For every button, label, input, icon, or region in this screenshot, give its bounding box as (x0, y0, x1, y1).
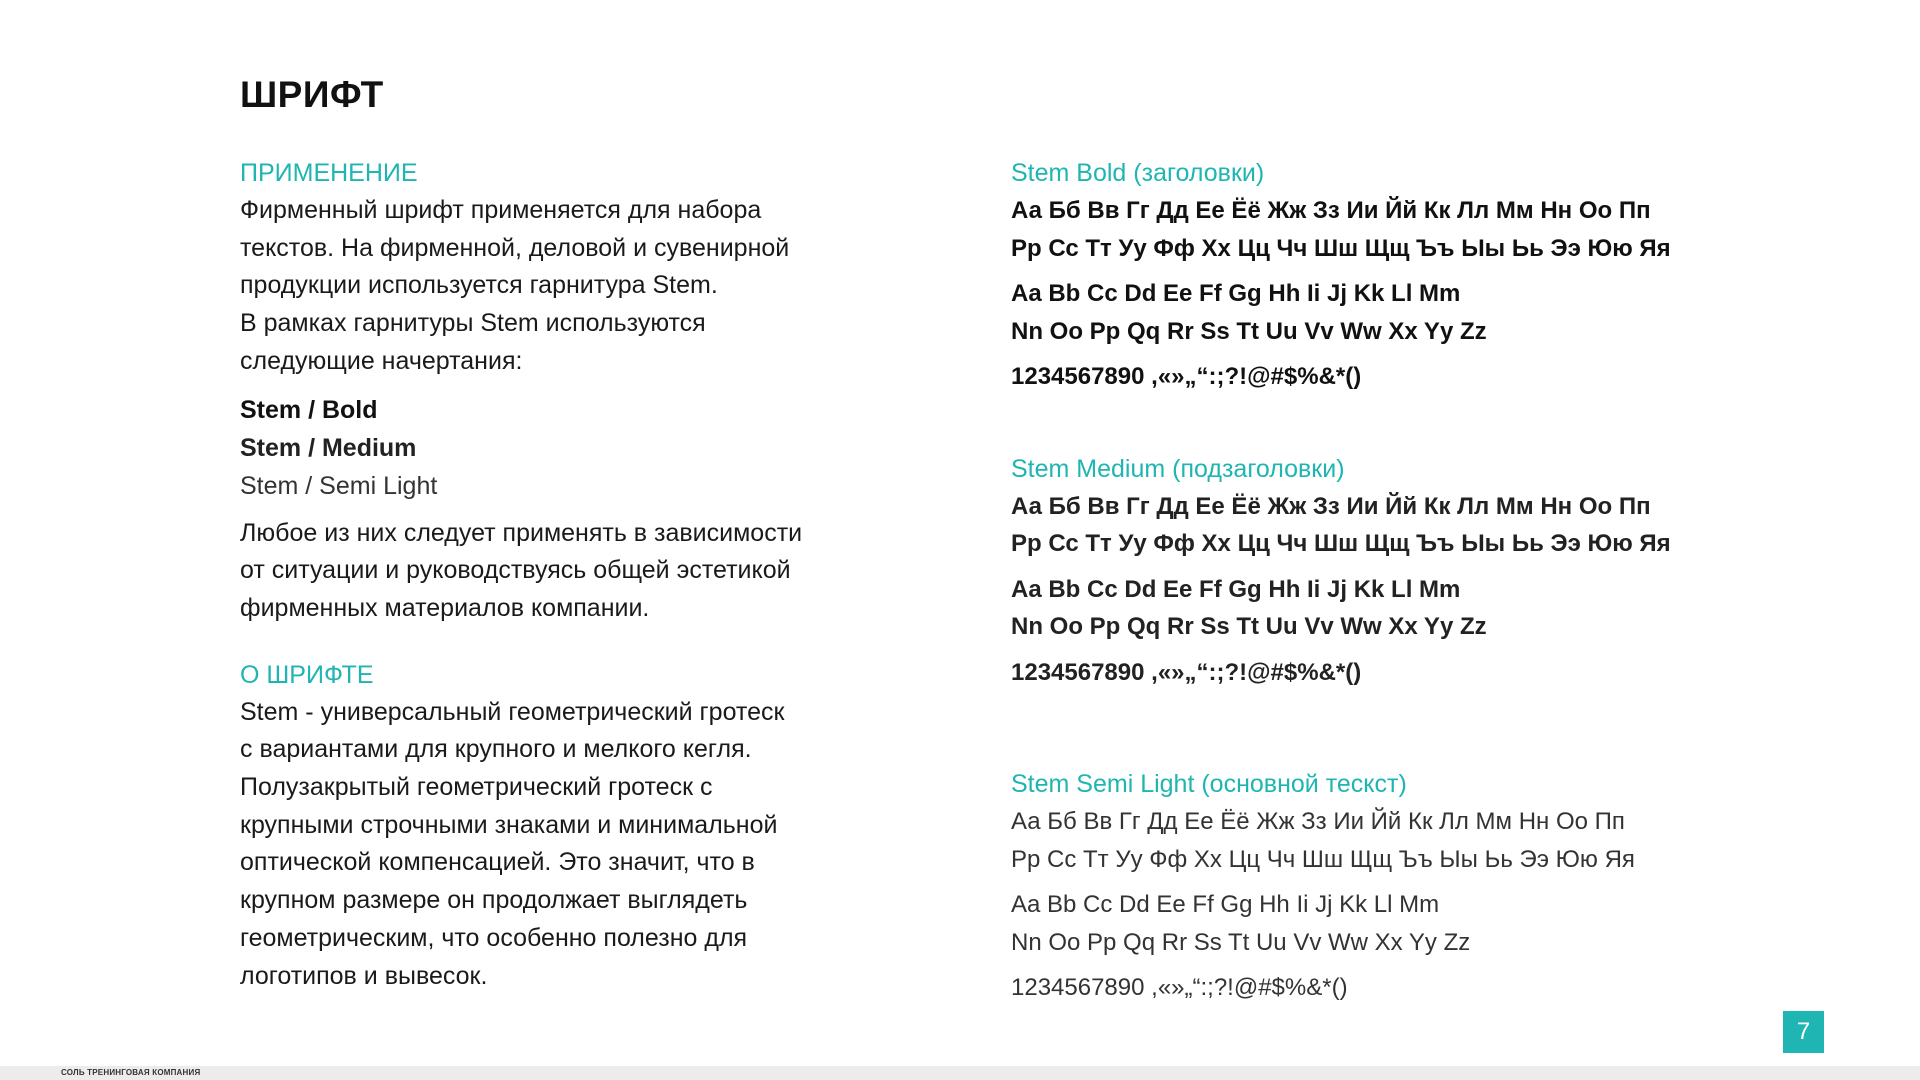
specimen-latin-line: Aa Bb Cc Dd Ee Ff Gg Hh Ii Jj Kk Ll Mm (1011, 575, 1461, 603)
specimen-latin-line: Aa Bb Cc Dd Ee Ff Gg Hh Ii Jj Kk Ll Mm (1011, 280, 1461, 307)
specimen-latin-line: Nn Oo Pp Qq Rr Ss Tt Uu Vv Ww Xx Yy Zz (1011, 317, 1487, 345)
about-line: Полузакрытый геометрический гротеск с (240, 773, 713, 802)
right-column (1011, 154, 1731, 1007)
specimen-latin-line: Nn Oo Pp Qq Rr Ss Tt Uu Vv Ww Xx Yy Zz (1011, 613, 1487, 640)
usage-section (240, 154, 880, 628)
specimen-semi-light (1011, 765, 1731, 1007)
about-line: крупном размере он продолжает выглядеть (240, 886, 748, 915)
usage-line: продукции используется гарнитура Stem. (240, 271, 718, 300)
about-line: геометрическим, что особенно полезно для (240, 923, 748, 952)
about-paragraph (240, 694, 880, 996)
usage-line: Фирменный шрифт применяется для набора (240, 196, 762, 224)
specimen-cyrillic-line: Аа Бб Вв Гг Дд Ее Ёё Жж Зз Ии Йй Кк Лл Мм Нн Оо Пп (1011, 808, 1625, 835)
specimen-title: Stem Semi Light (основной тескст) (1011, 770, 1407, 798)
specimen-digits-line: 1234567890 ,«»„“:;?!@#$%&*() (1011, 363, 1362, 390)
usage-line: следующие начертания: (240, 346, 523, 375)
specimen-digits-line: 1234567890 ,«»„“:;?!@#$%&*() (1011, 974, 1348, 1001)
usage-line: от ситуации и руководствуясь общей эстетикой (240, 556, 791, 585)
usage-heading: ПРИМЕНЕНИЕ (240, 159, 418, 187)
usage-line: текстов. На фирменной, деловой и сувенирной (240, 233, 790, 262)
specimen-medium (1011, 450, 1731, 692)
specimen-latin-line: Nn Oo Pp Qq Rr Ss Tt Uu Vv Ww Xx Yy Zz (1011, 928, 1471, 956)
left-column (240, 154, 880, 995)
about-section (240, 656, 880, 996)
specimen-cyrillic-line: Рр Сс Тт Уу Фф Хх Цц Чч Шш Щщ Ъъ Ыы Ьь Ээ Юю Яя (1011, 845, 1635, 873)
usage-paragraph (240, 192, 880, 381)
about-line: крупными строчными знаками и минимальной (240, 810, 778, 839)
specimen-cyrillic-line: Аа Бб Вв Гг Дд Ее Ёё Жж Зз Ии Йй Кк Лл Мм Нн Оо Пп (1011, 197, 1651, 224)
specimen-title: Stem Bold (заголовки) (1011, 159, 1265, 187)
weight-semi-light: Stem / Semi Light (240, 471, 438, 500)
weight-medium: Stem / Medium (240, 433, 417, 462)
about-line: оптической компенсацией. Это значит, что в (240, 848, 755, 877)
page-title: ШРИФТ (240, 74, 384, 115)
usage-line: фирменных материалов компании. (240, 593, 650, 622)
about-line: Stem - универсальный геометрический гротеск (240, 697, 785, 726)
usage-paragraph-2 (240, 515, 880, 628)
page-number-badge: 7 (1783, 1011, 1824, 1053)
specimen-bold (1011, 154, 1731, 396)
usage-line: В рамках гарнитуры Stem используются (240, 309, 706, 338)
specimen-title: Stem Medium (подзаголовки) (1011, 454, 1345, 483)
specimen-cyrillic-line: Аа Бб Вв Гг Дд Ее Ёё Жж Зз Ии Йй Кк Лл Мм Нн Оо Пп (1011, 492, 1651, 520)
usage-line: Любое из них следует применять в зависимости (240, 518, 803, 547)
about-heading: О ШРИФТЕ (240, 660, 374, 689)
specimen-cyrillic-line: Рр Сс Тт Уу Фф Хх Цц Чч Шш Щщ Ъъ Ыы Ьь Ээ Юю Яя (1011, 530, 1671, 557)
weights-list (240, 391, 880, 505)
specimen-latin-line: Aa Bb Cc Dd Ee Ff Gg Hh Ii Jj Kk Ll Mm (1011, 891, 1440, 918)
footer-bar (0, 1066, 1920, 1080)
specimen-cyrillic-line: Рр Сс Тт Уу Фф Хх Цц Чч Шш Щщ Ъъ Ыы Ьь Ээ Юю Яя (1011, 234, 1671, 262)
weight-bold: Stem / Bold (240, 395, 378, 424)
specimen-digits-line: 1234567890 ,«»„“:;?!@#$%&*() (1011, 658, 1362, 686)
footer-company-name: СОЛЬ ТРЕНИНГОВАЯ КОМПАНИЯ (61, 1068, 201, 1077)
about-line: с вариантами для крупного и мелкого кегля. (240, 735, 752, 764)
about-line: логотипов и вывесок. (240, 961, 488, 990)
